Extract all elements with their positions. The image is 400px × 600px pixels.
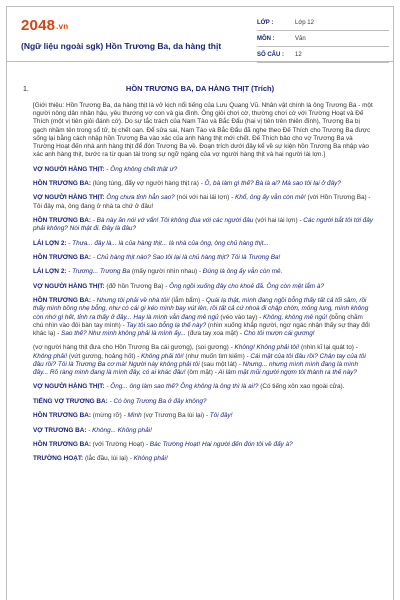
dialogue-line	[33, 254, 373, 262]
spoken-text: - Cho tôi mượn cái gương!	[239, 329, 315, 337]
stage-direction: (vợ người hàng thịt đưa cho Hồn Trương Ba cái gương), (soi gương)	[33, 344, 231, 352]
stage-direction: (với Hồn Trương Ba) - Tôi đây mà, ông đang ở nhà ta chứ ở đâu!	[33, 194, 371, 210]
spoken-text: - Tôi đây!	[205, 412, 233, 420]
dialogue-line	[33, 268, 373, 276]
stage-direction: (bỗng chăm chú nhìn vào đôi bàn tay mình)	[33, 313, 363, 329]
speaker-name: TRƯỜNG HOẠT:	[33, 455, 85, 463]
dialogue-line	[33, 412, 373, 420]
meta-value: Văn	[295, 35, 306, 42]
dialogue-line	[33, 398, 373, 406]
spoken-text: - Ông... ông làm sao thế? Ông không là ông thì là ai!?	[106, 383, 261, 391]
dialogue-line	[33, 240, 373, 248]
speaker-name: VỢ NGƯỜI HÀNG THỊT:	[33, 165, 107, 173]
stage-direction: (lúng túng, đẩy vợ người hàng thịt ra)	[92, 180, 201, 187]
logo-suffix: .vn	[56, 22, 69, 31]
stage-direction: (đưa tay xoa mặt)	[187, 329, 240, 337]
stage-direction: (lắm bẩm)	[171, 297, 202, 305]
stage-direction: (nhìn xuống khắp người, ngơ ngác nhận thấy sự thay đổi khác lạ)	[33, 321, 370, 337]
question-number: 1.	[23, 86, 29, 93]
site-logo[interactable]	[21, 17, 68, 34]
speaker-name: VỢ NGƯỜI HÀNG THỊT:	[33, 383, 107, 391]
spoken-text: - Tay tôi sao bỗng lạ thế này?	[122, 321, 208, 329]
speaker-name: VỢ NGƯỜI HÀNG THỊT:	[33, 194, 107, 202]
stage-direction: (như muốn tìm kiếm)	[185, 352, 247, 360]
spoken-text: - Có ông Trương Ba ở đây không?	[109, 397, 207, 405]
meta-label: MÔN :	[257, 35, 275, 42]
stage-direction: (vứt gương, hoảng hốt)	[68, 352, 138, 360]
meta-table	[257, 15, 389, 63]
stage-direction: (nói với hai lái lợn)	[176, 194, 232, 202]
spoken-text: - Trương... Trương Ba	[68, 268, 132, 276]
logo-text: 2048	[21, 17, 56, 34]
stage-direction: (mừng rỡ)	[92, 412, 124, 420]
speaker-name: LÁI LỢN 2:	[33, 239, 69, 247]
dialogue-line	[33, 455, 373, 463]
spoken-text: - Không phải!	[33, 344, 358, 360]
spoken-text: - Chủ hàng thịt nào? Sao tôi lại là chủ hàng thịt? Tôi là Trương Ba!	[92, 253, 281, 261]
spoken-text: - Mình	[123, 412, 144, 420]
dialogue-line	[33, 344, 373, 377]
spoken-text: - Không... Không phải!	[88, 426, 152, 434]
speaker-name: HỒN TRƯƠNG BA:	[33, 253, 93, 261]
dialogue-line	[33, 180, 373, 188]
dialogue-line	[33, 217, 373, 233]
passage-content	[33, 102, 373, 470]
speaker-name: HỒN TRƯƠNG BA:	[33, 412, 93, 420]
speaker-name: LÁI LỢN 2:	[33, 268, 69, 276]
spoken-text: - Không phải tôi!	[137, 352, 186, 360]
meta-value: 12	[295, 51, 302, 58]
stage-direction: (vợ Trương Ba lùi lại)	[143, 412, 206, 420]
spoken-text: - Đúng là ông ấy vẫn còn mê.	[198, 268, 283, 276]
passage-title: HỒN TRƯƠNG BA, DA HÀNG THỊT (Trích)	[125, 84, 275, 93]
stage-direction: (với hai lái lợn)	[255, 216, 300, 224]
speaker-name: HỒN TRƯƠNG BA:	[33, 180, 93, 187]
meta-row-count	[257, 47, 389, 63]
speaker-name: VỢ NGƯỜI HÀNG THỊT:	[33, 282, 107, 290]
dialogue-line	[33, 383, 373, 391]
dialogue-line	[33, 427, 373, 435]
meta-row-class	[257, 15, 389, 31]
spoken-text: - Ông không chết thật ư?	[106, 165, 178, 173]
dialogue-line	[33, 166, 373, 174]
dialogue-line	[33, 283, 373, 291]
document-title: (Ngữ liệu ngoài sgk) Hồn Trương Ba, da hàng thịt	[21, 41, 222, 51]
spoken-text: - Bác Trường Hoạt! Hai người đến đón tôi về đấy à?	[145, 440, 293, 448]
document-header	[7, 7, 393, 62]
dialogue-line	[33, 194, 373, 210]
stage-direction: (đỡ hồn Trương Ba)	[106, 282, 166, 290]
dialogue-line	[33, 441, 373, 449]
spoken-text: - Không! Không phải tôi!	[230, 344, 301, 352]
spoken-text: - Thưa... đây là... là của hàng thịt... là nhà của ông, ông chủ hàng thịt...	[68, 239, 269, 247]
meta-value: Lớp 12	[295, 19, 314, 26]
speaker-name: VỢ TRƯƠNG BA:	[33, 426, 89, 434]
spoken-text: - Quái lạ thật, mình đang ngồi bỗng thấy tất cả tối sầm, rồi thấy mình bồng nhẹ bỗng, như có cái gì kéo mình bay vút lên, rồi tất cả cứ nhoà đi chập chờn, mông lung, mình không còn nhớ gì hết, tỉnh ra thấy ở đây... Hay là mình vẫn đang mê ngủ	[33, 297, 369, 321]
spoken-text: - Ô, bà làm gì thế? Bà là ai? Mà sao tôi lại ở đây?	[200, 180, 341, 187]
speaker-name: HỒN TRƯƠNG BA:	[33, 440, 93, 448]
stage-direction: (với Trường Hoạt)	[92, 440, 146, 448]
spoken-text: - Không phải!	[129, 455, 168, 463]
stage-direction: (lắc đầu, lùi lại)	[84, 455, 130, 463]
spoken-text: - Các người bắt tôi tới đây phải không? Nói thật đi. Đây là đâu?	[33, 216, 373, 233]
spoken-text: - Ông ngồi xuống đây cho khoẻ đã. Ông còn mệt lắm à?	[165, 282, 325, 290]
dialogue	[33, 166, 373, 464]
stage-direction: (nhìn kĩ lại quát to)	[300, 344, 356, 352]
speaker-name: TIẾNG VỢ TRƯƠNG BA:	[33, 397, 110, 405]
spoken-text: - Cái mặt của tôi đâu rồi? Chân tay của tôi đâu rồi? Tôi là Trương Ba cơ mà! Người này không phải tôi	[33, 352, 366, 368]
stage-direction: (véo vào tay)	[220, 313, 260, 321]
spoken-text: - Không, không mê ngủ!	[259, 313, 330, 321]
stage-direction: (Có tiếng xôn xao ngoài cửa).	[260, 383, 345, 391]
stage-direction: (mấy người nhìn nhau)	[131, 268, 199, 276]
speaker-name: HỒN TRƯƠNG BA:	[33, 216, 93, 224]
meta-label: SỐ CÂU :	[257, 51, 284, 58]
stage-direction: (sau một lát)	[201, 360, 239, 368]
spoken-text: Ông chưa tỉnh hẳn sao?	[106, 194, 177, 202]
spoken-text: - Khổ, ông ấy vẫn còn mê!	[231, 194, 308, 202]
spoken-text: - Ai làm mặt mũi người ngợm tôi thành ra thế này?	[214, 368, 357, 376]
passage-intro: [Giới thiệu: Hồn Trương Ba, da hàng thịt là vở kịch nổi tiếng của Lưu Quang Vũ. Nhân vật chính là ông Trương Ba - một người nông dân nhân hậu, yêu thương vợ con và gia đình. Ông giỏi chơi cờ, thường chơi cờ với Trường Hoạt và Đế Thích (một vị tiên giỏi đánh cờ). Do sự tắc trách của Nam Tào và Bắc Đẩu (hai vị tiên trên thiên đình), Trương Ba bị gạch nhầm tên trong sổ tử, bị chết oan. Để sửa sai, Nam Tào và Bắc Đẩu đã nghe theo Đế Thích cho Trương Ba được sống lại bằng cách nhập hồn Trương Ba vào xác của anh hàng thịt mới chết. Đế Thích bảo cho vợ Trương Ba và Trường Hoạt đến nhà anh hàng thịt để đón Trương Ba về. Đoạn trích dưới đây kể về sự kiện hồn Trương Ba nhập vào xác anh hàng thịt, bước ra từ quan tài trong sự ngỡ ngàng của vợ người hàng thịt và hai người lái lợn.]	[33, 102, 373, 159]
meta-label: LỚP :	[257, 19, 274, 26]
stage-direction: (ôm mặt)	[187, 368, 215, 376]
speaker-name: HỒN TRƯƠNG BA:	[33, 297, 93, 305]
document-page	[6, 6, 394, 600]
spoken-text: - Nhưng tôi phải về nhà tôi!	[92, 297, 172, 305]
spoken-text: - Bà này ăn nói vớ vẩn! Tôi không đùa với các người đâu	[92, 216, 256, 224]
spoken-text: - Nhưng... nhưng mình mình đang là mình đây... Rõ ràng mình đang là mình đây, có ai khác đâu!	[33, 360, 359, 376]
dialogue-line	[33, 297, 373, 338]
meta-row-subject	[257, 31, 389, 47]
spoken-text: - Sao thế? Như mình không phải là mình ấy...	[57, 329, 188, 337]
